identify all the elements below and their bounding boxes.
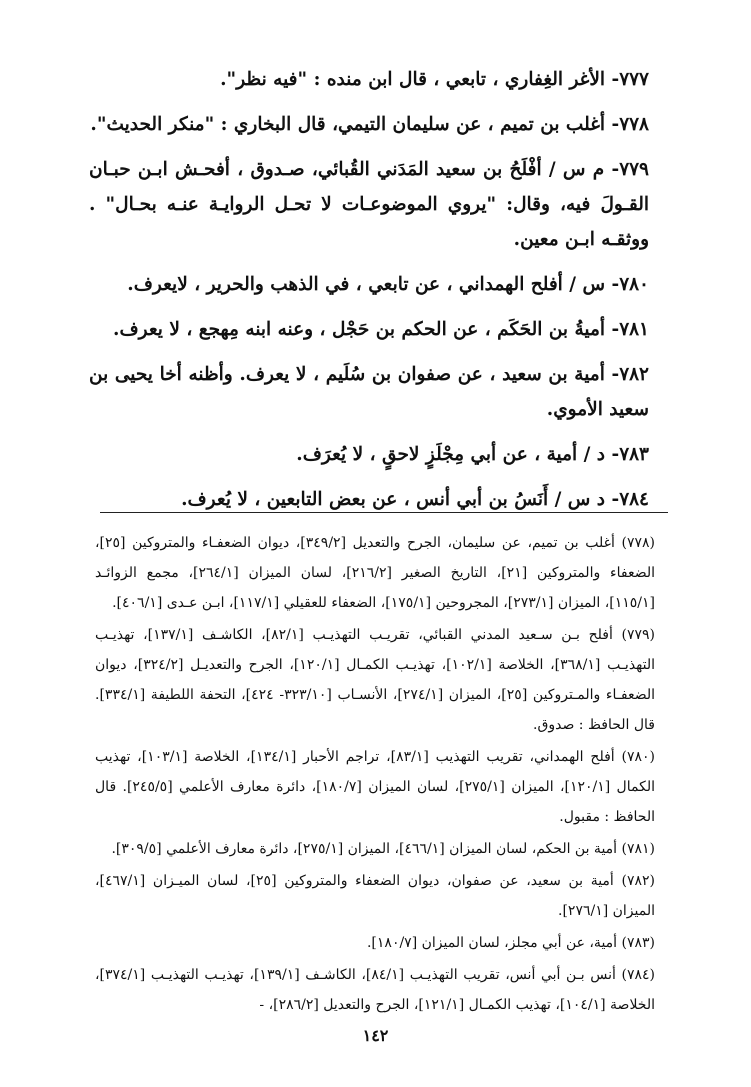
entry-779 [89,152,649,257]
entry-number: ٧٨٢- [611,364,649,385]
footnote-784: (٧٨٤) أنس بـن أبي أنس، تقريب التهذيـب [٨٤/١]، الكاشـف [١٣٩/١]، تهذيـب التهذيـب [٣٧٤/١]، الخلاصة [١٠٤/١]، تهذيب الكمـال [١٢١/١]، الجرح والتعديل [٢٨٦/٢]، - [95,967,656,1013]
entry-number: ٧٧٩- [611,159,649,180]
entry-number: ٧٨١- [611,319,649,340]
footnote-783: (٧٨٣) أمية، عن أبي مجلز، لسان الميزان [١٨٠/٧]. [366,935,655,951]
entry-780 [89,267,649,302]
footnote-divider [100,512,668,513]
entry-number: ٧٨٣- [611,444,649,465]
entry-text: الأغر الغِفاري ، تابعي ، قال ابن منده : "فيه نظر". [220,69,606,90]
page-number: ١٤٢ [362,1026,389,1045]
entry-782 [89,357,649,427]
entry-783 [89,437,649,472]
biography-entries [89,62,649,527]
footnote-779: (٧٧٩) أفلح بـن سـعيد المدني القبائي، تقريـب التهذيـب [٨٢/١]، الكاشـف [١٣٧/١]، تهذيـب التهذيـب [٣٦٨/١]، الخلاصة [١٠٢/١]، تهذيـب الكمـال [١٢٠/١]، الجرح والتعديـل [٣٢٤/٢]، ديوان الضعفـاء والمـتروكين [٢٥]، الميزان [٢٧٤/١]، الأنسـاب [٣٢٣/١٠- ٤٢٤]، التحفة اللطيفة [٣٣٤/١]. قال الحافظ : صدوق. [95,627,655,733]
entry-778 [89,107,649,142]
entry-text: أغلب بن تميم ، عن سليمان التيمي، قال البخاري : "منكر الحديث". [90,114,606,135]
entry-number: ٧٨٠- [611,274,649,295]
entry-number: ٧٧٨- [611,114,649,135]
entry-number: ٧٧٧- [611,69,649,90]
footnote-780: (٧٨٠) أفلح الهمداني، تقريب التهذيب [٨٣/١]، تراجم الأحبار [١٣٤/١]، الخلاصة [١٠٣/١]، تهذيب الكمال [١٢٠/١]، الميزان [٢٧٥/١]، لسان الميزان [١٨٠/٧]، دائرة معارف الأعلمي [٢٤٥/٥]. قال الحافظ : مقبول. [95,749,655,825]
entry-text: م س / أفْلَحُ بن سعيد المَدَني القُبائي، صـدوق ، أفحـش ابـن حبـان القـولَ فيه، وقال: "يروي الموضوعـات لا تحـل الروايـة عنـه بحـال" . ووثقـه ابـن معين. [89,159,649,250]
footnote-778: (٧٧٨) أغلب بن تميم، عن سليمان، الجرح والتعديل [٣٤٩/٢]، ديوان الضعفـاء والمتروكين [٢٥]، الضعفاء والمتروكين [٢١]، التاريخ الصغير [٢١٦/٢]، لسان الميزان [٢٦٤/١]، مجمع الزوائـد [١١٥/١]، الميزان [٢٧٣/١]، المجروحين [١٧٥/١]، الضعفاء للعقيلي [١١٧/١]، ابـن عـدى [٤٠٦/١]. [95,535,655,611]
entry-text: أمية بن سعيد ، عن صفوان بن سُلَيم ، لا يعرف. وأظنه أخا يحيى بن سعيد الأموي. [89,364,649,420]
entry-text: د / أمية ، عن أبي مِجْلَزٍ لاحقٍ ، لا يُعرَف. [296,444,606,465]
footnote-781: (٧٨١) أمية بن الحكم، لسان الميزان [٤٦٦/١]، الميزان [٢٧٥/١]، دائرة معارف الأعلمي [٣٠٩/٥]. [111,841,655,857]
entry-number: ٧٨٤- [611,489,649,510]
entry-text: د س / أَنَسُ بن أبي أنس ، عن بعض التابعين ، لا يُعرف. [181,489,606,510]
entry-text: أميةُ بن الحَكَم ، عن الحكم بن حَجْل ، وعنه ابنه مِهجع ، لا يعرف. [113,319,606,340]
entry-781 [89,312,649,347]
entry-text: س / أفلح الهمداني ، عن تابعي ، في الذهب والحرير ، لايعرف. [127,274,606,295]
footnotes [95,528,655,1022]
entry-777 [89,62,649,97]
footnote-782: (٧٨٢) أمية بن سعيد، عن صفوان، ديوان الضعفاء والمتروكين [٢٥]، لسان الميـزان [٤٦٧/١]، الميزان [٢٧٦/١]. [95,873,655,919]
